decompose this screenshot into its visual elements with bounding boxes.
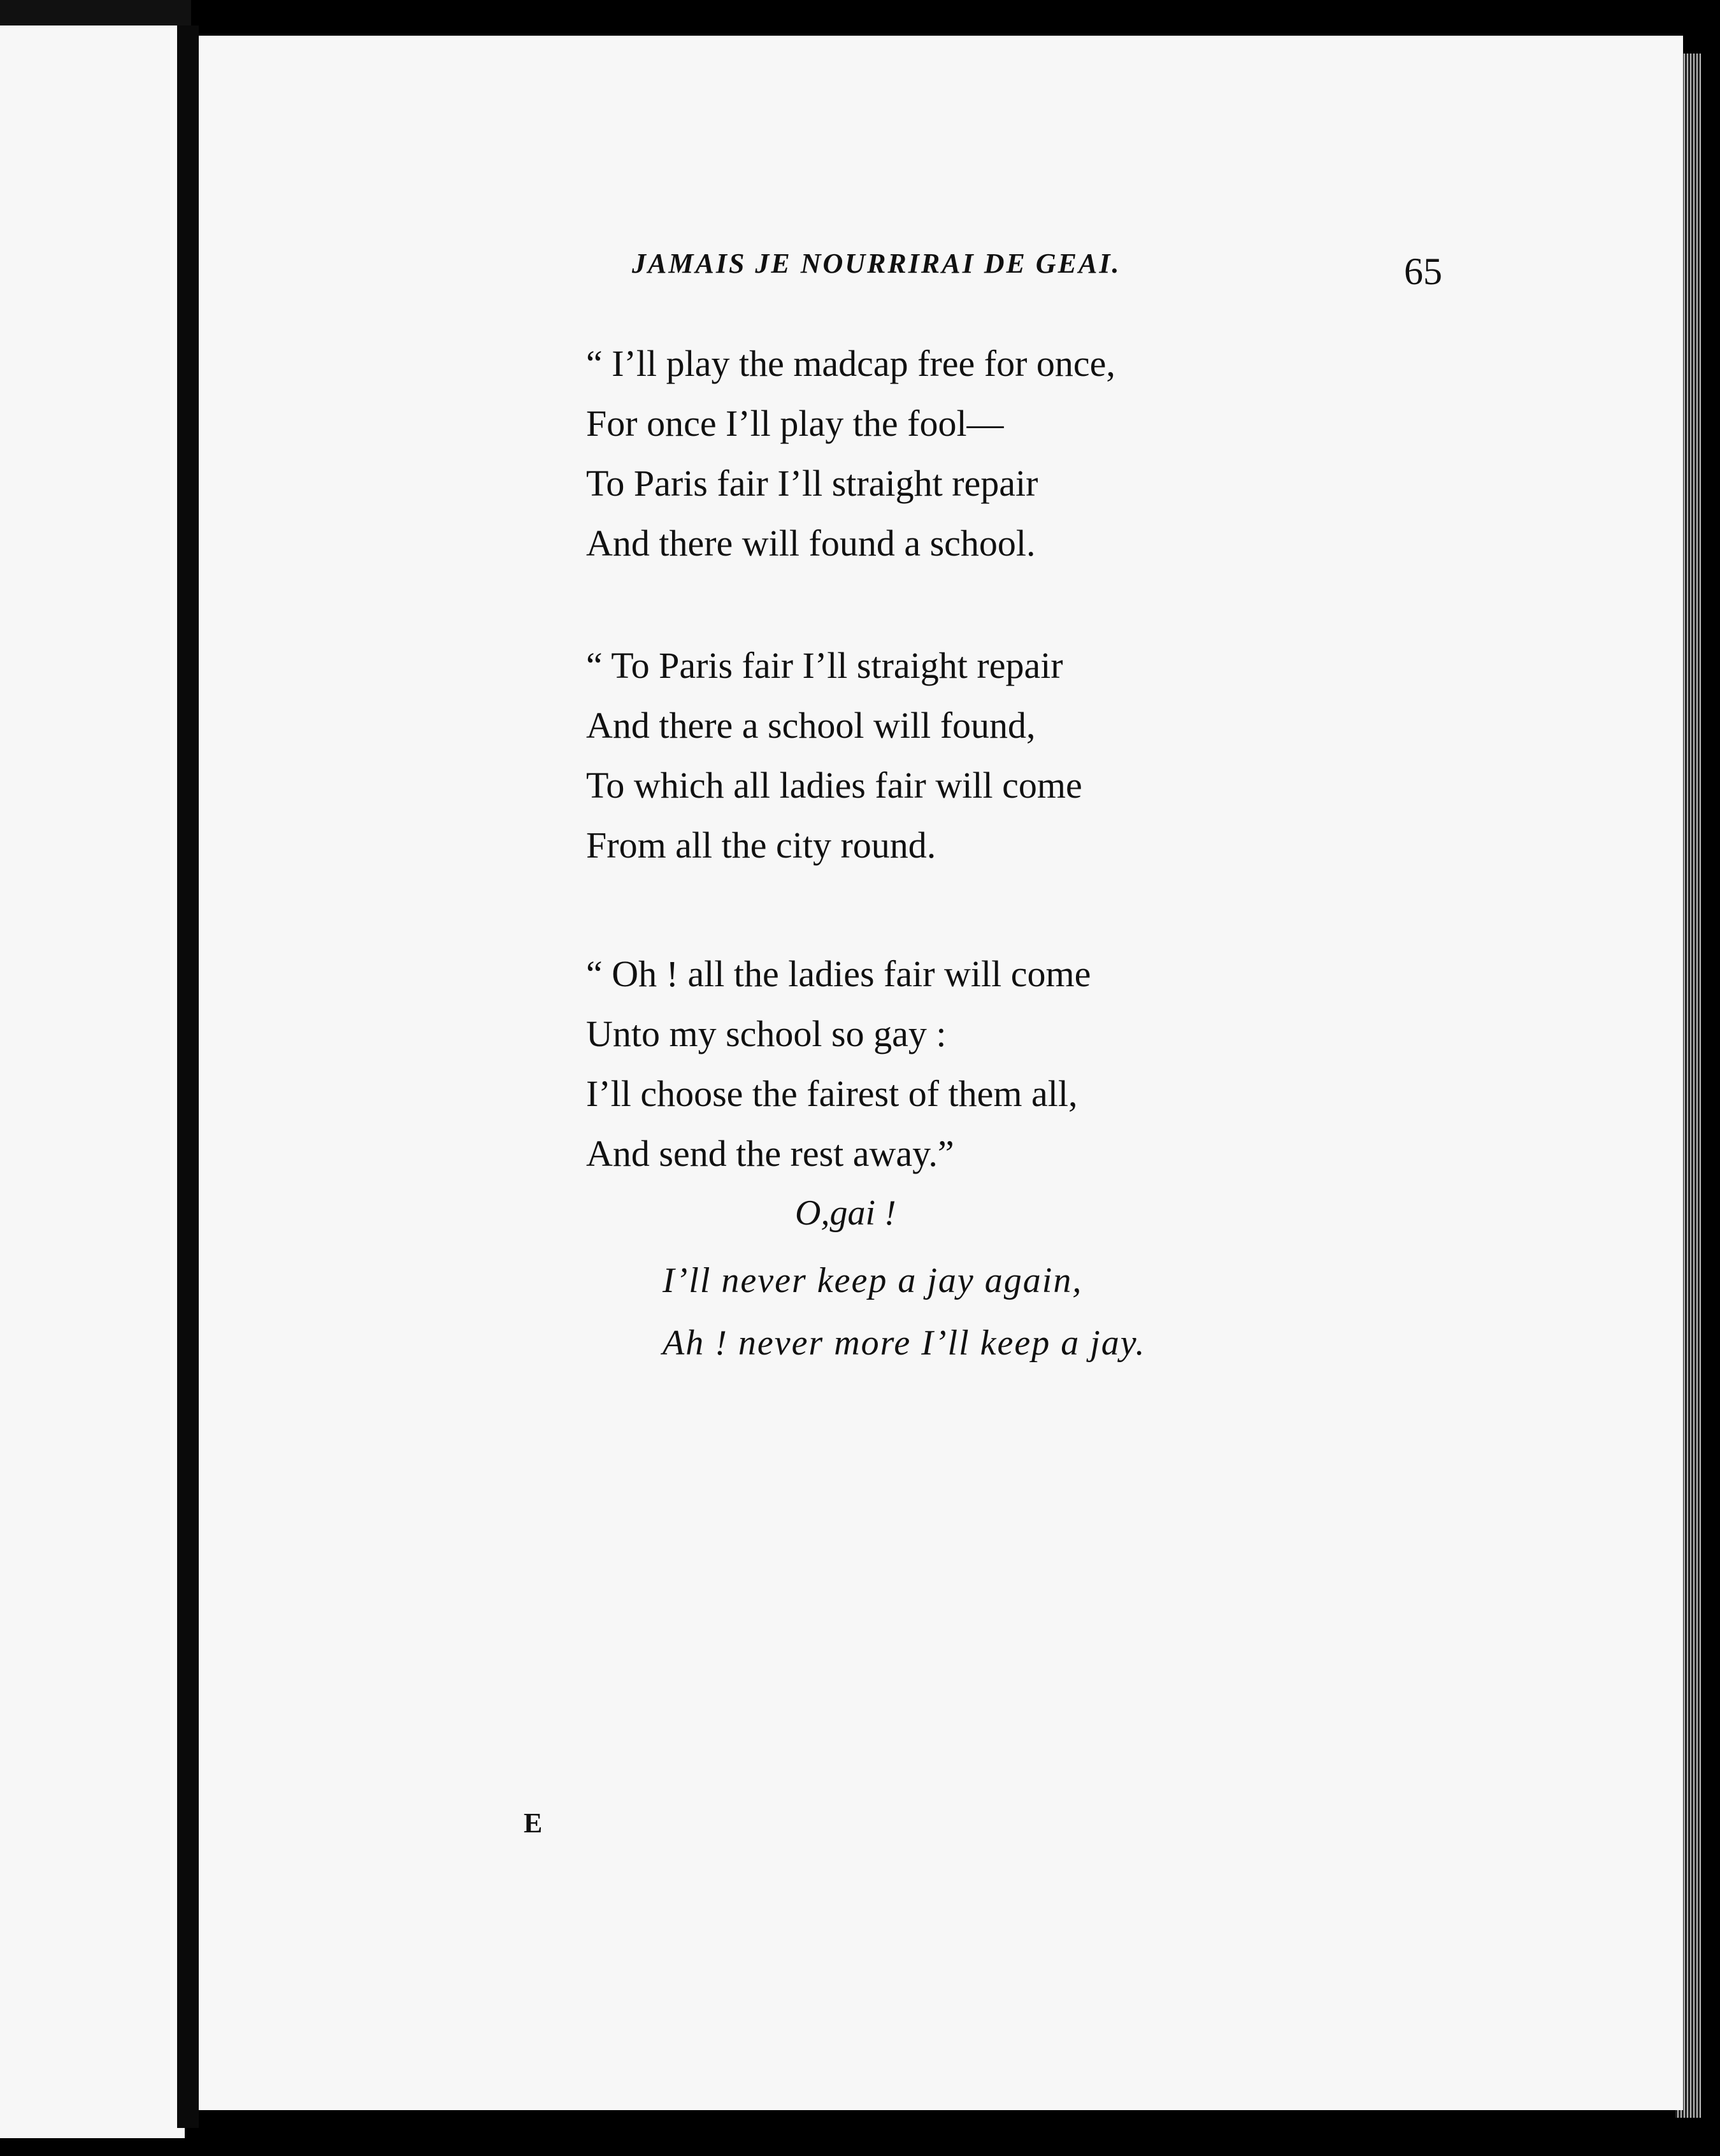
refrain-line: I’ll never keep a jay again, [663, 1261, 1083, 1300]
facing-page [0, 25, 185, 2138]
verse-line: “ I’ll play the madcap free for once, [586, 343, 1115, 384]
verse-line: I’ll choose the fairest of them all, [586, 1073, 1078, 1114]
verse-line: “ Oh ! all the ladies fair will come [586, 953, 1091, 995]
verse-line: Unto my school so gay : [586, 1013, 947, 1054]
stanza [586, 944, 1091, 1184]
stanza [586, 334, 1115, 573]
verse-line: And send the rest away.” [586, 1133, 954, 1174]
signature-mark: E [524, 1807, 543, 1839]
book-edge-top [0, 0, 191, 28]
verse-line: To Paris fair I’ll straight repair [586, 463, 1038, 504]
verse-line: To which all ladies fair will come [586, 765, 1082, 806]
verse-line: From all the city round. [586, 824, 936, 866]
verse-line: And there a school will found, [586, 705, 1036, 746]
running-head: JAMAIS JE NOURRIRAI DE GEAI. [632, 248, 1121, 279]
verse-line: For once I’ll play the fool— [586, 403, 1004, 444]
verse-line: And there will found a school. [586, 522, 1036, 564]
refrain-line: O,gai ! [795, 1193, 896, 1233]
book-gutter [177, 25, 199, 2128]
refrain-line: Ah ! never more I’ll keep a jay. [663, 1323, 1146, 1363]
page-number: 65 [1404, 250, 1442, 292]
verse-line: “ To Paris fair I’ll straight repair [586, 645, 1063, 686]
stanza [586, 636, 1082, 875]
